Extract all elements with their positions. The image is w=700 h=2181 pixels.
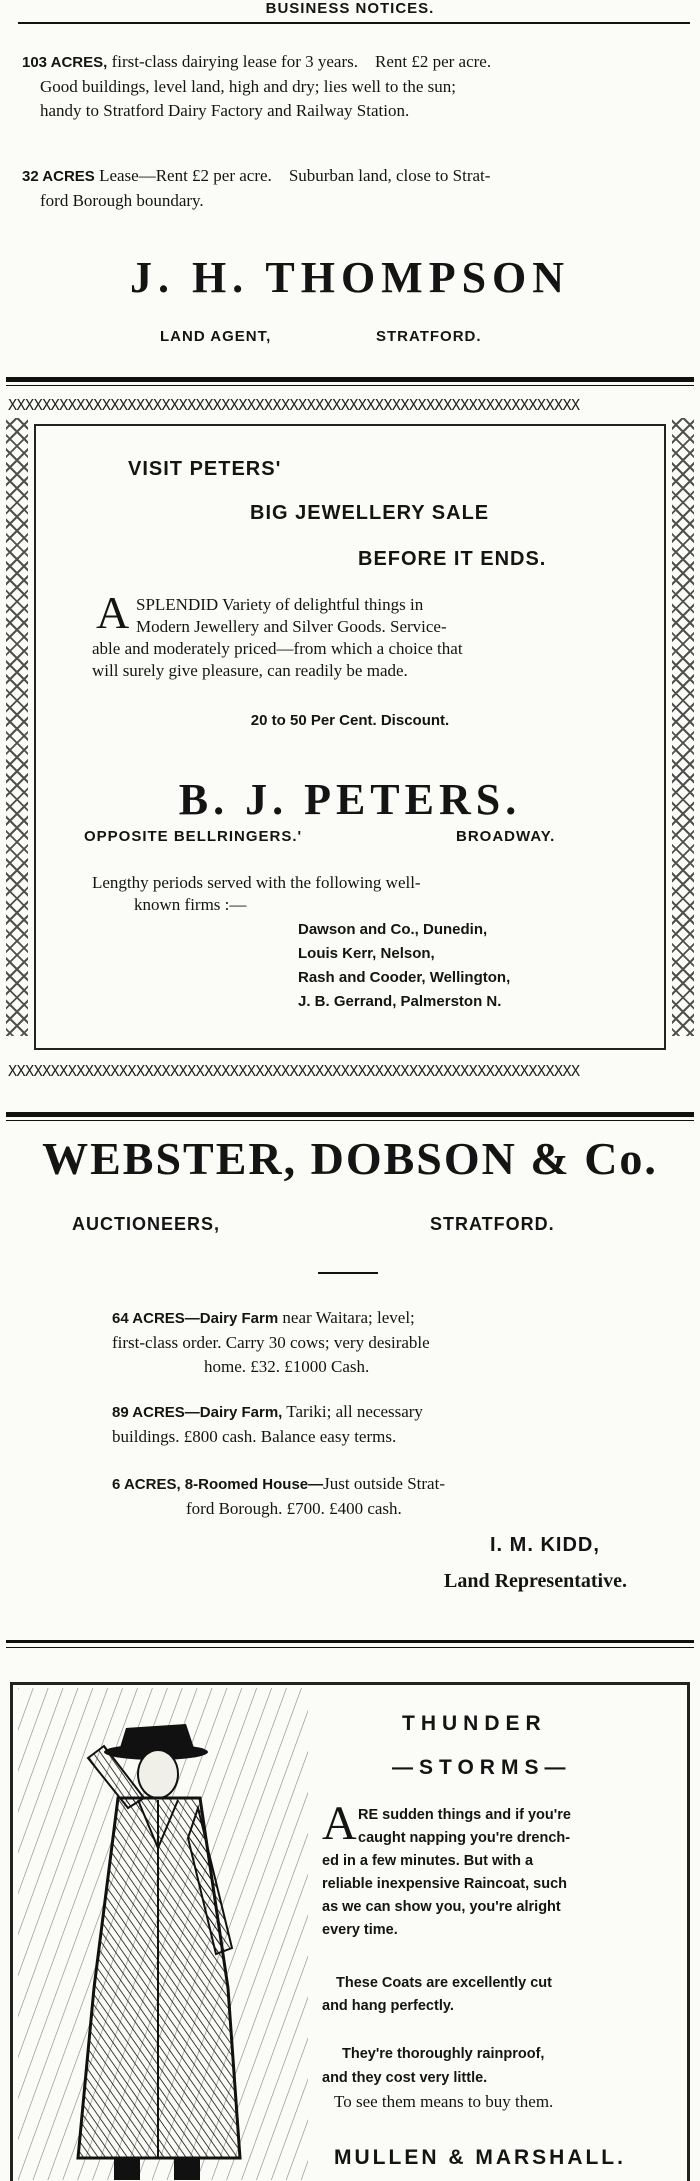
section-rule-2b [6, 1120, 694, 1121]
mullen-p1-line-2: caught napping you're drench- [358, 1830, 571, 1846]
listing-1-lead: 103 ACRES, [22, 54, 108, 71]
peters-line-2: BIG JEWELLERY SALE [250, 502, 490, 524]
peters-line-3: BEFORE IT ENDS. [358, 548, 547, 570]
ornament-border-top: XXXXXXXXXXXXXXXXXXXXXXXXXXXXXXXXXXXXXXXXXXXXXXXXXXXXXXXXXXXXXXXXXXX [8, 396, 580, 414]
listing-1-rent: Rent £2 per acre. [374, 52, 492, 71]
webster-listing-1-line2: first-class order. Carry 30 cows; very desirable [112, 1333, 430, 1352]
webster-listing-1-lead: 64 ACRES—Dairy Farm [112, 1310, 279, 1327]
peters-firm: Rash and Cooder, Wellington, [298, 969, 511, 986]
ornament-border-bottom: XXXXXXXXXXXXXXXXXXXXXXXXXXXXXXXXXXXXXXXXXXXXXXXXXXXXXXXXXXXXXXXXXXX [8, 1062, 580, 1080]
thompson-town: STRATFORD. [376, 328, 482, 345]
listing-2-line2: ford Borough boundary. [40, 191, 204, 210]
webster-role: AUCTIONEERS, [72, 1214, 221, 1234]
peters-firm: J. B. Gerrand, Palmerston N. [298, 993, 502, 1010]
webster-listing-2-lead: 89 ACRES—Dairy Farm, [112, 1404, 283, 1421]
webster-listing-2-line2: buildings. £800 cash. Balance easy terms. [112, 1427, 397, 1446]
page-title: BUSINESS NOTICES. [265, 0, 435, 17]
section-rule-1 [6, 377, 694, 382]
peters-address-right: BROADWAY. [456, 828, 556, 845]
webster-agent: I. M. KIDD, [490, 1534, 600, 1556]
mullen-p1-line-5: as we can show you, you're alright [322, 1899, 561, 1915]
listing-2-tail: Suburban land, close to Strat- [288, 166, 491, 185]
section-rule-2 [6, 1112, 694, 1117]
mullen-p3-line-1: They're thoroughly rainproof, [342, 2046, 545, 2062]
peters-discount: 20 to 50 Per Cent. Discount. [250, 712, 450, 729]
section-rule-1b [6, 385, 694, 386]
peters-address-left: OPPOSITE BELLRINGERS.' [84, 828, 303, 845]
mullen-paragraph-2 [322, 1972, 686, 2018]
peters-body-line-1: SPLENDID Variety of delightful things in [136, 595, 424, 614]
webster-agent-role: Land Representative. [444, 1570, 627, 1592]
mullen-paragraph-1 [322, 1804, 686, 1942]
thompson-listing-1 [22, 50, 690, 123]
webster-listing-2 [112, 1400, 592, 1449]
webster-listing-1-line3: home. £32. £1000 Cash. [204, 1357, 370, 1376]
listing-2-terms: Lease—Rent £2 per acre. [99, 166, 272, 185]
webster-town: STRATFORD. [430, 1214, 555, 1234]
webster-listing-1 [112, 1306, 592, 1379]
mullen-drop-cap: A [322, 1797, 357, 1850]
mullen-p3-line-3: To see them means to buy them. [334, 2092, 554, 2111]
listing-1-terms: first-class dairying lease for 3 years. [111, 52, 358, 71]
mullen-p1-line-4: reliable inexpensive Raincoat, such [322, 1876, 567, 1892]
mullen-p2-line-2: and hang perfectly. [322, 1998, 454, 2014]
mullen-p1-line-3: ed in a few minutes. But with a [322, 1853, 534, 1869]
peters-body-line-3: able and moderately priced—from which a choice that [92, 639, 463, 658]
webster-listing-1-rest: near Waitara; level; [282, 1308, 415, 1327]
listing-1-line2: Good buildings, level land, high and dry; lies well to the sun; [40, 77, 456, 96]
peters-firm: Dawson and Co., Dunedin, [298, 921, 488, 938]
mullen-name: MULLEN & MARSHALL. [334, 2146, 626, 2169]
peters-periods-line-2: known firms :— [134, 895, 247, 914]
peters-body-line-2: Modern Jewellery and Silver Goods. Service- [136, 617, 447, 636]
peters-periods-line-1: Lengthy periods served with the following well- [92, 873, 421, 892]
webster-listing-3-rest: Just outside Strat- [323, 1474, 445, 1493]
thompson-listing-2 [22, 164, 690, 213]
section-rule-3 [6, 1640, 694, 1643]
webster-listing-3-line2: ford Borough. £700. £400 cash. [186, 1499, 402, 1518]
peters-line-1: VISIT PETERS' [128, 458, 282, 480]
peters-drop-cap: A [96, 587, 130, 638]
webster-listing-2-rest: Tariki; all necessary [286, 1402, 423, 1421]
peters-periods [92, 872, 421, 916]
peters-body [92, 594, 612, 682]
listing-1-line3: handy to Stratford Dairy Factory and Railway Station. [40, 101, 410, 120]
header-rule [18, 22, 690, 24]
webster-listing-3-lead: 6 ACRES, 8-Roomed House— [112, 1476, 324, 1493]
mullen-headline-1: THUNDER [402, 1712, 547, 1735]
peters-name: B. J. PETERS. [178, 775, 522, 824]
mullen-p1-line-6: every time. [322, 1922, 398, 1938]
mullen-headline-2: —STORMS— [392, 1756, 572, 1779]
webster-short-rule [318, 1272, 378, 1274]
thompson-name: J. H. THOMPSON [129, 253, 571, 302]
mullen-p2-line-1: These Coats are excellently cut [336, 1975, 552, 1991]
peters-body-line-4: will surely give pleasure, can readily be made. [92, 661, 408, 680]
section-rule-3b [6, 1647, 694, 1648]
raincoat-man-illustration [18, 1688, 308, 2180]
mullen-paragraph-3 [322, 2042, 686, 2114]
webster-listing-3 [112, 1472, 592, 1521]
mullen-p3-line-2: and they cost very little. [322, 2070, 488, 2086]
listing-2-lead: 32 ACRES [22, 168, 95, 185]
webster-name: WEBSTER, DOBSON & Co. [42, 1133, 658, 1184]
peters-firm: Louis Kerr, Nelson, [298, 945, 435, 962]
mullen-p1-line-1: RE sudden things and if you're [358, 1807, 571, 1823]
thompson-role: LAND AGENT, [160, 328, 272, 345]
peters-firms [298, 918, 510, 1014]
